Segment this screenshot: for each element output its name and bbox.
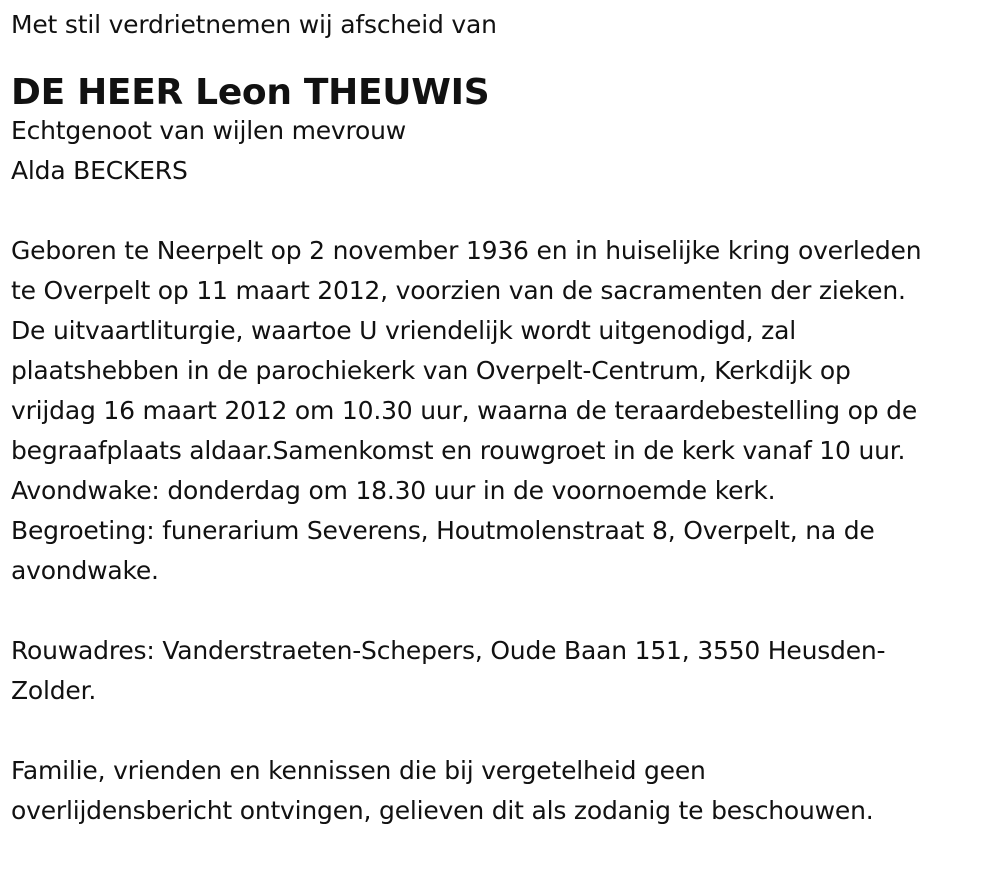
deceased-name: DE HEER Leon THEUWIS bbox=[11, 72, 490, 113]
spouse-name: Alda BECKERS bbox=[11, 156, 188, 185]
details-line: te Overpelt op 11 maart 2012, voorzien van de sacramenten der zieken. bbox=[11, 276, 906, 305]
details-line: Geboren te Neerpelt op 2 november 1936 en in huiselijke kring overleden bbox=[11, 236, 922, 265]
intro-text: Met stil verdrietnemen wij afscheid van bbox=[11, 10, 497, 39]
address-line: Zolder. bbox=[11, 676, 97, 705]
details-line: begraafplaats aldaar.Samenkomst en rouwgroet in de kerk vanaf 10 uur. bbox=[11, 436, 906, 465]
closing-line: overlijdensbericht ontvingen, gelieven dit als zodanig te beschouwen. bbox=[11, 796, 874, 825]
details-line: Begroeting: funerarium Severens, Houtmolenstraat 8, Overpelt, na de bbox=[11, 516, 875, 545]
death-notice bbox=[11, 0, 991, 831]
spouse-line: Echtgenoot van wijlen mevrouw bbox=[11, 116, 407, 145]
details-line: Avondwake: donderdag om 18.30 uur in de voornoemde kerk. bbox=[11, 476, 776, 505]
details-line: De uitvaartliturgie, waartoe U vriendelijk wordt uitgenodigd, zal bbox=[11, 316, 796, 345]
details-line: plaatshebben in de parochiekerk van Overpelt-Centrum, Kerkdijk op bbox=[11, 356, 851, 385]
address-line: Rouwadres: Vanderstraeten-Schepers, Oude Baan 151, 3550 Heusden- bbox=[11, 636, 886, 665]
details-line: vrijdag 16 maart 2012 om 10.30 uur, waarna de teraardebestelling op de bbox=[11, 396, 918, 425]
details-block bbox=[11, 231, 991, 591]
spouse-block bbox=[11, 111, 991, 191]
closing-block bbox=[11, 751, 991, 831]
mourning-address-block bbox=[11, 631, 991, 711]
closing-line: Familie, vrienden en kennissen die bij vergetelheid geen bbox=[11, 756, 706, 785]
details-line: avondwake. bbox=[11, 556, 159, 585]
